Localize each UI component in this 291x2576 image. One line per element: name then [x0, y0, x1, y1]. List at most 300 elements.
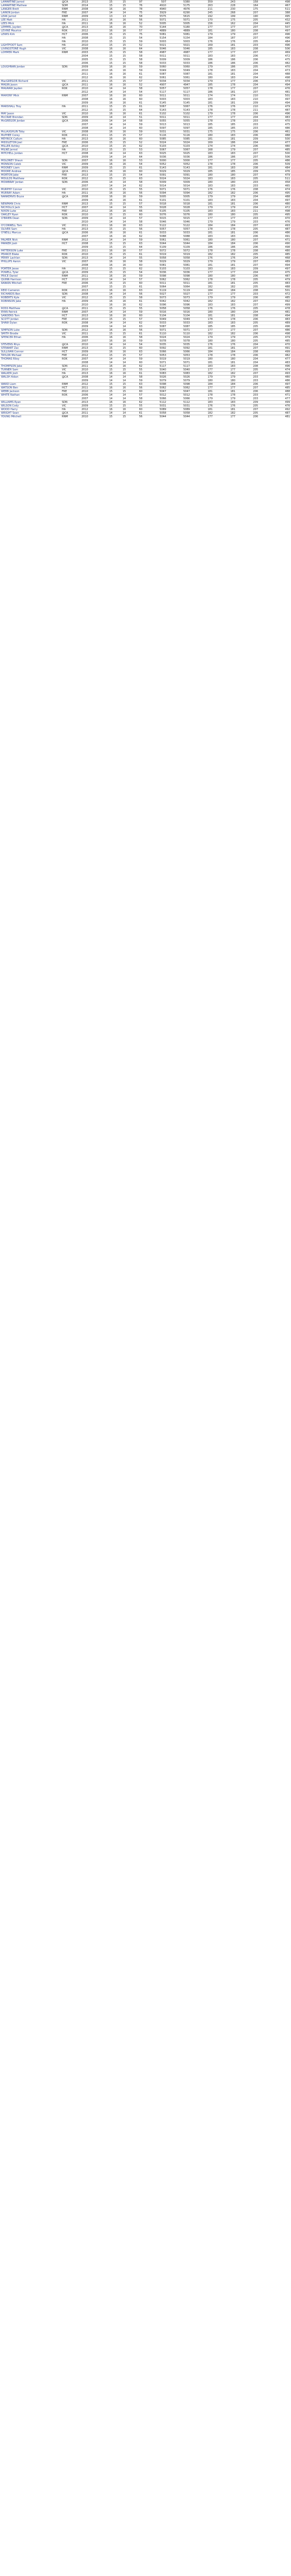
club-cell: SDN [61, 116, 80, 120]
year-cell: 2012 [80, 267, 100, 271]
table-row [0, 47, 291, 51]
athlete-name-cell: LIVINGSTONE Hugh [0, 47, 61, 51]
value-cell: 61 [127, 231, 143, 235]
athlete-name-cell: SPENCER Ethan [0, 336, 61, 340]
year-cell: 2013 [80, 372, 100, 376]
value-cell: 170 [191, 19, 214, 22]
club-cell: HA [61, 228, 80, 231]
value-cell: 5073 [143, 296, 167, 300]
year-cell: 2012 [80, 296, 100, 300]
value-cell: 5058 [143, 307, 167, 311]
athlete-name-cell: SMITH Brodie [0, 332, 61, 336]
athlete-name-cell [0, 37, 61, 40]
table-row [0, 408, 291, 412]
value-cell: 63 [127, 177, 143, 181]
value-cell: 5014 [167, 184, 191, 188]
value-cell: 156 [191, 22, 214, 26]
athlete-name-cell: O'NEILL Marcus [0, 231, 61, 235]
table-row [0, 55, 291, 58]
value-cell: 179 [214, 195, 236, 199]
value-cell: 203 [236, 44, 259, 47]
value-cell: 5036 [143, 271, 167, 275]
year-cell: 2009 [80, 15, 100, 19]
club-cell: SDN [61, 217, 80, 221]
value-cell: 16 [114, 195, 127, 199]
value-cell: 16 [100, 350, 114, 354]
value-cell: 185 [191, 127, 214, 130]
value-cell: 182 [214, 300, 236, 303]
year-cell: 2006 [80, 336, 100, 340]
value-cell: 203 [236, 394, 259, 397]
club-cell [61, 397, 80, 401]
value-cell: 174 [191, 145, 214, 148]
value-cell: 176 [214, 40, 236, 44]
value-cell: 205 [236, 321, 259, 325]
value-cell: 15 [114, 174, 127, 177]
club-cell [61, 246, 80, 249]
club-cell: ROK [61, 134, 80, 138]
value-cell: 185 [214, 127, 236, 130]
value-cell: 207 [236, 33, 259, 37]
value-cell: 498 [259, 76, 291, 80]
value-cell: 208 [236, 365, 259, 368]
club-cell: RNM [61, 239, 80, 242]
value-cell: 179 [191, 65, 214, 69]
club-cell: HCT [61, 386, 80, 390]
value-cell: 15 [100, 148, 114, 152]
value-cell: 184 [191, 350, 214, 354]
table-row [0, 76, 291, 80]
athlete-name-cell: PHILLIPS Aaron [0, 260, 61, 264]
value-cell: 205 [236, 340, 259, 343]
value-cell: 206 [236, 58, 259, 62]
value-cell: 206 [236, 80, 259, 83]
year-cell: 2007 [80, 11, 100, 15]
value-cell: 5087 [143, 73, 167, 76]
value-cell: 207 [236, 329, 259, 332]
value-cell: 16 [114, 65, 127, 69]
value-cell: 204 [236, 358, 259, 361]
value-cell: 14 [100, 361, 114, 365]
value-cell: 186 [191, 58, 214, 62]
value-cell: 5101 [167, 199, 191, 202]
value-cell: 4987 [143, 51, 167, 55]
value-cell: 179 [191, 206, 214, 210]
value-cell: 58 [127, 55, 143, 58]
value-cell: 54 [127, 163, 143, 166]
value-cell: 169 [191, 141, 214, 145]
value-cell: 13 [100, 15, 114, 19]
value-cell: 205 [236, 325, 259, 329]
club-cell: @CA [61, 412, 80, 415]
athlete-name-cell: LAMARTINE Jarrod [0, 1, 61, 4]
year-cell: 2008 [80, 376, 100, 379]
table-row [0, 44, 291, 47]
value-cell: 16 [114, 224, 127, 228]
table-row [0, 206, 291, 210]
value-cell: 16 [114, 73, 127, 76]
value-cell: 5044 [167, 415, 191, 419]
value-cell: 4910 [143, 4, 167, 8]
value-cell: 58 [127, 336, 143, 340]
value-cell: 181 [191, 264, 214, 267]
value-cell: 5145 [143, 101, 167, 105]
value-cell: 5040 [143, 368, 167, 372]
value-cell: 496 [259, 112, 291, 116]
value-cell: 177 [214, 415, 236, 419]
year-cell: 2010 [80, 112, 100, 116]
value-cell: 15 [114, 4, 127, 8]
value-cell: 176 [214, 343, 236, 347]
value-cell: 180 [214, 379, 236, 383]
athlete-name-cell: WILSON Cody [0, 404, 61, 408]
value-cell: 57 [127, 80, 143, 83]
year-cell: 2009 [80, 101, 100, 105]
value-cell: 177 [214, 386, 236, 390]
value-cell: 63 [127, 325, 143, 329]
value-cell: 15 [100, 354, 114, 358]
value-cell: 205 [236, 213, 259, 217]
table-row [0, 311, 291, 314]
athlete-name-cell: MURRAY Adam [0, 192, 61, 195]
value-cell: 14 [100, 120, 114, 123]
value-cell: 15 [114, 177, 127, 181]
club-cell: ROK [61, 87, 80, 91]
value-cell: 15 [100, 58, 114, 62]
value-cell: 204 [236, 257, 259, 260]
value-cell: 5009 [143, 181, 167, 184]
value-cell: 180 [214, 340, 236, 343]
year-cell: 2013 [80, 138, 100, 141]
value-cell: 177 [191, 26, 214, 29]
club-cell: RNM [61, 311, 80, 314]
club-cell: ROK [61, 29, 80, 33]
value-cell: 16 [114, 260, 127, 264]
value-cell: 185 [214, 123, 236, 127]
value-cell: 203 [236, 376, 259, 379]
value-cell: 15 [114, 109, 127, 112]
athlete-name-cell: WALSH Aidan [0, 376, 61, 379]
value-cell: 488 [259, 285, 291, 289]
athlete-name-cell: O'BRIEN Dean [0, 217, 61, 221]
value-cell: 70 [127, 26, 143, 29]
value-cell: 206 [236, 246, 259, 249]
value-cell: 181 [191, 390, 214, 394]
value-cell: 179 [214, 33, 236, 37]
value-cell: 5103 [167, 145, 191, 148]
athlete-name-cell: WOOD Harry [0, 408, 61, 412]
value-cell: 15 [100, 145, 114, 148]
value-cell: 206 [236, 192, 259, 195]
value-cell: 15 [100, 109, 114, 112]
value-cell: 59 [127, 65, 143, 69]
club-cell [61, 76, 80, 80]
value-cell: 486 [259, 159, 291, 163]
club-cell: @CA [61, 271, 80, 275]
value-cell: 60 [127, 94, 143, 98]
value-cell: 178 [214, 83, 236, 87]
table-row [0, 170, 291, 174]
value-cell: 185 [191, 47, 214, 51]
value-cell: 5009 [167, 181, 191, 184]
value-cell: 15 [100, 134, 114, 138]
value-cell: 57 [127, 318, 143, 321]
club-cell: SDN [61, 401, 80, 404]
value-cell: 492 [259, 408, 291, 412]
value-cell: 75 [127, 11, 143, 15]
club-cell [61, 264, 80, 267]
year-cell: 2012 [80, 109, 100, 112]
value-cell: 56 [127, 228, 143, 231]
value-cell: 14 [114, 358, 127, 361]
club-cell [61, 156, 80, 159]
value-cell: 177 [214, 368, 236, 372]
value-cell: 5575 [143, 15, 167, 19]
value-cell: 208 [236, 350, 259, 354]
value-cell: 59 [127, 123, 143, 127]
club-cell: VIC [61, 332, 80, 336]
athlete-name-cell: SIMPSON Luke [0, 329, 61, 332]
value-cell: 488 [259, 134, 291, 138]
value-cell: 15 [100, 202, 114, 206]
value-cell: 203 [236, 123, 259, 127]
value-cell: 16 [100, 199, 114, 202]
value-cell: 178 [191, 87, 214, 91]
value-cell: 506 [259, 47, 291, 51]
value-cell: 5098 [167, 275, 191, 278]
value-cell: 16 [114, 112, 127, 116]
value-cell: 61 [127, 412, 143, 415]
value-cell: 480 [259, 376, 291, 379]
value-cell: 15 [114, 282, 127, 285]
value-cell: 186 [214, 156, 236, 159]
table-row [0, 325, 291, 329]
value-cell: 5019 [143, 358, 167, 361]
value-cell: 485 [259, 296, 291, 300]
club-cell: HCT [61, 33, 80, 37]
athlete-name-cell: THOMAS Riley [0, 358, 61, 361]
value-cell: 488 [259, 195, 291, 199]
value-cell: 15 [100, 404, 114, 408]
year-cell: 2011 [80, 105, 100, 109]
value-cell: 496 [259, 365, 291, 368]
club-cell: SDN [61, 365, 80, 368]
value-cell: 203 [236, 181, 259, 184]
value-cell: 55 [127, 404, 143, 408]
value-cell: 467 [259, 4, 291, 8]
athlete-name-cell: REID Cameron [0, 289, 61, 293]
value-cell: 62 [127, 184, 143, 188]
value-cell: 15 [100, 105, 114, 109]
value-cell: 64 [127, 47, 143, 51]
value-cell: 205 [236, 228, 259, 231]
athlete-name-cell [0, 62, 61, 65]
value-cell: 16 [100, 336, 114, 340]
athlete-name-cell: O'CONNELL Tom [0, 224, 61, 228]
value-cell: 15 [114, 141, 127, 145]
club-cell: ROK [61, 321, 80, 325]
value-cell: 203 [236, 127, 259, 130]
value-cell: 61 [127, 112, 143, 116]
table-row [0, 40, 291, 44]
value-cell: 5055 [143, 120, 167, 123]
table-row [0, 195, 291, 199]
value-cell: 15 [114, 148, 127, 152]
value-cell: 186 [214, 62, 236, 65]
value-cell: 16 [114, 235, 127, 239]
year-cell: 2011 [80, 365, 100, 368]
table-row [0, 98, 291, 101]
club-cell: RNM [61, 15, 80, 19]
value-cell: 5097 [143, 127, 167, 130]
year-cell: 2007 [80, 260, 100, 264]
value-cell: 180 [191, 76, 214, 80]
value-cell: 57 [127, 202, 143, 206]
value-cell: 15 [114, 1, 127, 4]
value-cell: 16 [100, 170, 114, 174]
value-cell: 183 [214, 98, 236, 101]
value-cell: 60 [127, 138, 143, 141]
value-cell: 186 [191, 246, 214, 249]
value-cell: 5089 [143, 408, 167, 412]
value-cell: 59 [127, 340, 143, 343]
table-row [0, 257, 291, 260]
club-cell: FRE [61, 174, 80, 177]
value-cell: 4889 [167, 29, 191, 33]
value-cell: 5154 [167, 37, 191, 40]
value-cell: 5071 [143, 19, 167, 22]
value-cell: 5088 [167, 235, 191, 239]
value-cell: 5014 [143, 184, 167, 188]
value-cell: 183 [214, 210, 236, 213]
athlete-name-cell [0, 58, 61, 62]
value-cell: 5015 [143, 217, 167, 221]
value-cell: 5011 [167, 55, 191, 58]
value-cell: 5011 [167, 282, 191, 285]
value-cell: 15 [100, 213, 114, 217]
athlete-name-cell: PALMER Nick [0, 239, 61, 242]
value-cell: 499 [259, 350, 291, 354]
value-cell: 14 [100, 397, 114, 401]
value-cell: 206 [236, 112, 259, 116]
value-cell: 14 [100, 343, 114, 347]
table-row [0, 242, 291, 246]
athlete-name-cell [0, 340, 61, 343]
value-cell: 494 [259, 83, 291, 87]
value-cell: 181 [191, 73, 214, 76]
year-cell: 2009 [80, 271, 100, 275]
value-cell: 199 [214, 15, 236, 19]
value-cell: 60 [127, 264, 143, 267]
athlete-name-cell: TAYLOR Michael [0, 354, 61, 358]
value-cell: 55 [127, 307, 143, 311]
value-cell: 15 [100, 228, 114, 231]
value-cell: 5071 [167, 329, 191, 332]
value-cell: 209 [236, 401, 259, 404]
value-cell: 62 [127, 145, 143, 148]
athlete-name-cell: MOONEY Liam [0, 166, 61, 170]
value-cell: 5087 [143, 325, 167, 329]
value-cell: 5109 [143, 246, 167, 249]
value-cell: 16 [100, 192, 114, 195]
table-row [0, 293, 291, 296]
value-cell: 180 [191, 340, 214, 343]
value-cell: 181 [214, 202, 236, 206]
athlete-name-cell [0, 76, 61, 80]
value-cell: 186 [214, 65, 236, 69]
club-cell: VIC [61, 130, 80, 134]
value-cell: 5064 [143, 285, 167, 289]
value-cell: 211 [236, 210, 259, 213]
value-cell: 485 [259, 386, 291, 390]
value-cell: 61 [127, 166, 143, 170]
value-cell: 500 [259, 138, 291, 141]
value-cell: 5071 [167, 19, 191, 22]
value-cell: 268 [214, 11, 236, 15]
club-cell [61, 91, 80, 94]
value-cell: 5060 [143, 65, 167, 69]
value-cell: 15 [114, 105, 127, 109]
value-cell: 15 [114, 307, 127, 311]
value-cell: 181 [214, 282, 236, 285]
value-cell: 5066 [167, 350, 191, 354]
value-cell: 16 [100, 365, 114, 368]
value-cell: 178 [191, 163, 214, 166]
athlete-name-cell [0, 91, 61, 94]
value-cell: 15 [100, 307, 114, 311]
athlete-name-cell: OAKLEY Ryan [0, 213, 61, 217]
value-cell: 57 [127, 394, 143, 397]
club-cell: HA [61, 336, 80, 340]
value-cell: 183 [214, 47, 236, 51]
value-cell: 14 [100, 376, 114, 379]
value-cell: 183 [191, 267, 214, 271]
value-cell: 14 [100, 217, 114, 221]
value-cell: 14 [100, 181, 114, 184]
year-cell: 2012 [80, 329, 100, 332]
value-cell: 184 [214, 242, 236, 246]
value-cell: 55 [127, 188, 143, 192]
value-cell: 181 [214, 264, 236, 267]
value-cell: 495 [259, 15, 291, 19]
value-cell: 14 [114, 293, 127, 296]
club-cell: @CA [61, 1, 80, 4]
value-cell: 470 [259, 65, 291, 69]
athlete-name-cell: MOULDS Matthew [0, 177, 61, 181]
club-cell: ROK [61, 358, 80, 361]
value-cell: 16 [114, 401, 127, 404]
table-row [0, 347, 291, 350]
value-cell: 179 [191, 112, 214, 116]
value-cell: 186 [191, 91, 214, 94]
value-cell: 5087 [167, 73, 191, 76]
value-cell: 470 [259, 343, 291, 347]
value-cell: 5057 [167, 228, 191, 231]
club-cell: HA [61, 105, 80, 109]
value-cell: 179 [191, 221, 214, 224]
value-cell: 498 [259, 1, 291, 4]
value-cell: 486 [259, 379, 291, 383]
value-cell: 5117 [143, 91, 167, 94]
value-cell: 5012 [167, 394, 191, 397]
value-cell: 57 [127, 217, 143, 221]
value-cell: 181 [214, 44, 236, 47]
table-row [0, 379, 291, 383]
value-cell: 62 [127, 235, 143, 239]
club-cell: HA [61, 37, 80, 40]
value-cell: 60 [127, 314, 143, 318]
year-cell: 2010 [80, 145, 100, 148]
